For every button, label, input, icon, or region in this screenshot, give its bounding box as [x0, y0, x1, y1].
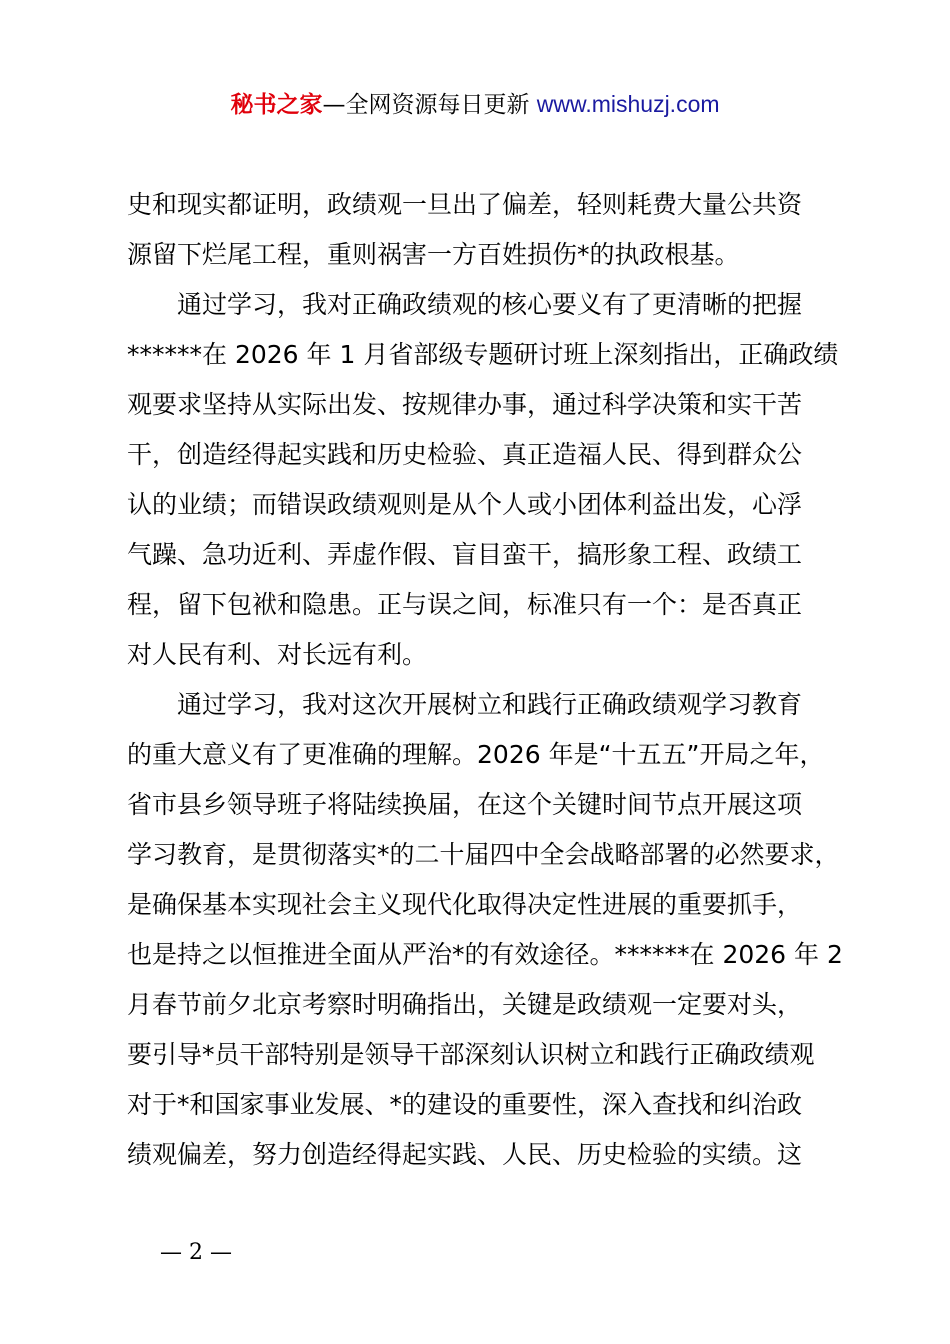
body-text-line: 程，留下包袱和隐患。正与误之间，标准只有一个：是否真正	[127, 590, 803, 619]
header-tagline: —全网资源每日更新	[322, 92, 537, 118]
body-text-line: 通过学习，我对正确政绩观的核心要义有了更清晰的把握	[177, 290, 803, 319]
body-text-line: 对人民有利、对长远有利。	[127, 640, 428, 669]
body-text-line: ******在 2026 年 1 月省部级专题研讨班上深刻指出，正确政绩	[127, 340, 839, 369]
body-text-line: 的重大意义有了更准确的理解。2026 年是“十五五”开局之年，	[127, 740, 825, 769]
body-text-line: 观要求坚持从实际出发、按规律办事，通过科学决策和实干苦	[127, 390, 803, 419]
body-text-line: 对于*和国家事业发展、*的建设的重要性，深入查找和纠治政	[127, 1090, 803, 1119]
body-text-line: 要引导*员干部特别是领导干部深刻认识树立和践行正确政绩观	[127, 1040, 815, 1069]
page-header	[0, 86, 950, 123]
body-text-line: 认的业绩；而错误政绩观则是从个人或小团体利益出发，心浮	[127, 490, 803, 519]
body-text-line: 也是持之以恒推进全面从严治*的有效途径。******在 2026 年 2	[127, 940, 843, 969]
body-text-line: 省市县乡领导班子将陆续换届，在这个关键时间节点开展这项	[127, 790, 803, 819]
body-text-line: 学习教育，是贯彻落实*的二十届四中全会战略部署的必然要求，	[127, 840, 840, 869]
page-number: — 2 —	[160, 1240, 232, 1265]
site-url-link[interactable]: www.mishuzj.com	[536, 91, 720, 117]
body-text-line: 通过学习，我对这次开展树立和践行正确政绩观学习教育	[177, 690, 803, 719]
body-text-line: 绩观偏差，努力创造经得起实践、人民、历史检验的实绩。这	[127, 1140, 803, 1169]
body-text-line: 干，创造经得起实践和历史检验、真正造福人民、得到群众公	[127, 440, 803, 469]
body-text-line: 史和现实都证明，政绩观一旦出了偏差，轻则耗费大量公共资	[127, 190, 803, 219]
body-text-line: 月春节前夕北京考察时明确指出，关键是政绩观一定要对头，	[127, 990, 803, 1019]
brand-name: 秘书之家	[230, 92, 323, 118]
body-text-line: 是确保基本实现社会主义现代化取得决定性进展的重要抓手，	[127, 890, 803, 919]
document-body	[127, 180, 843, 1180]
body-text-line: 源留下烂尾工程，重则祸害一方百姓损伤*的执政根基。	[127, 240, 740, 269]
body-text-line: 气躁、急功近利、弄虚作假、盲目蛮干，搞形象工程、政绩工	[127, 540, 803, 569]
